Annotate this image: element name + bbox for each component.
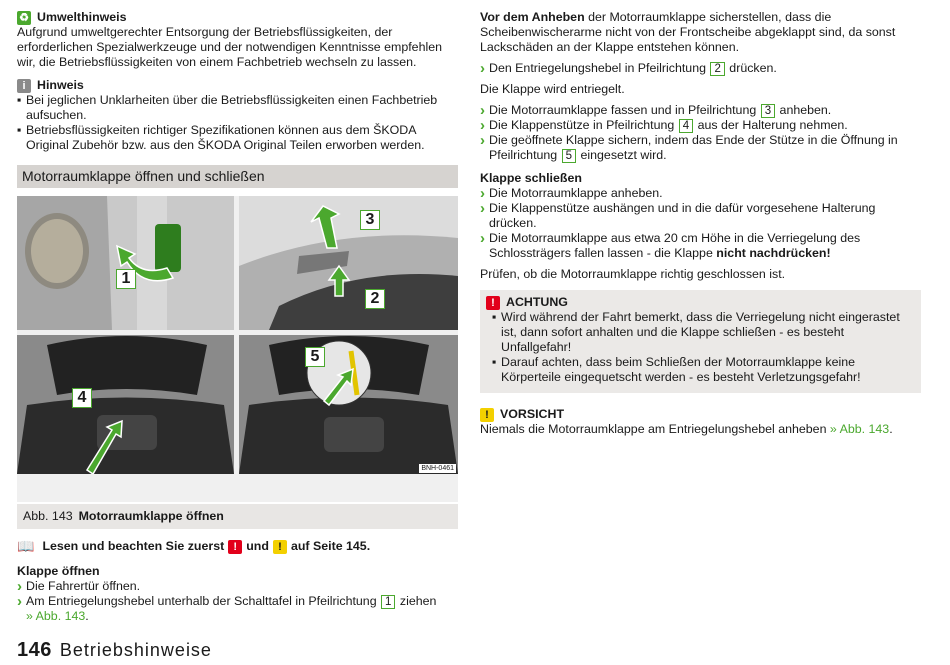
warning-title: ACHTUNG (506, 295, 568, 309)
caution-icon: ! (480, 408, 494, 422)
figure-code: BNH-0461 (421, 465, 454, 472)
section-title: Motorraumklappe öffnen und schließen (17, 165, 458, 188)
open-title: Klappe öffnen (17, 564, 100, 578)
environment-note-header (17, 10, 458, 25)
close-step-3-text: Die Motorraumklappe aus etwa 20 cm Höhe in die Verriegelung des Schlossträgers fallen lassen - die Klappe (489, 231, 861, 260)
figure-label-5: 5 (305, 347, 325, 367)
figure-label-4: 4 (72, 388, 92, 408)
figure-label-3: 3 (360, 210, 380, 230)
press-step-text: Den Entriegelungshebel in Pfeilrichtung (489, 61, 706, 75)
figure-ref-box: 5 (562, 149, 576, 163)
lift-step-1-end: anheben. (779, 103, 832, 117)
figure-panel-engine-secure (239, 335, 458, 474)
period: . (889, 422, 893, 436)
lift-step-2-text: Die Klappenstütze in Pfeilrichtung (489, 118, 675, 132)
lift-step-3-end: eingesetzt wird. (580, 148, 667, 162)
caution-text (480, 422, 921, 437)
page-number: 146 (17, 639, 52, 661)
check-text: Prüfen, ob die Motorraumklappe richtig geschlossen ist. (480, 267, 786, 281)
figure-ref-box: 2 (710, 62, 724, 76)
close-title: Klappe schließen (480, 171, 582, 185)
read-first-text: Lesen und beachten Sie zuerst (42, 539, 225, 553)
caution-text-body: Niemals die Motorraumklappe am Entriegelungshebel anheben (480, 422, 827, 436)
warning-header (486, 295, 915, 310)
lift-step-1 (480, 103, 921, 118)
engine-bay-illustration (17, 335, 234, 474)
page-footer (17, 639, 212, 661)
hint-item: ▪ Betriebsflüssigkeiten richtiger Spezifikationen können aus dem ŠKODA Original Zubehör bzw. aus den ŠKODA Original Teilen erworben werden. (17, 123, 458, 153)
warning-box (480, 290, 921, 393)
open-step-2 (17, 594, 458, 624)
warning-item: ▪ Wird während der Fahrt bemerkt, dass die Verriegelung nicht eingerastet ist, dann sofort anhalten und die Klappe schließen - es besteht Unfallgefahr! (492, 310, 915, 355)
read-first-page: auf Seite 145. (290, 539, 371, 553)
warning-item: ▪ Darauf achten, dass beim Schließen der Motorraumklappe keine Körperteile eingequetscht werden - es besteht Verletzungsgefahr! (492, 355, 915, 385)
figure-caption-title: Motorraumklappe öffnen (78, 509, 224, 523)
lift-step-1-text: Die Motorraumklappe fassen und in Pfeilrichtung (489, 103, 757, 117)
right-column (480, 10, 921, 437)
intro-text: der Motorraumklappe sicherstellen, dass die Scheibenwischerarme nicht von der Frontscheibe abgeklappt sind, da sonst Lackschäden an der Klappe entstehen können. (480, 10, 896, 54)
read-first-line (17, 539, 458, 554)
figure-label-2: 2 (365, 289, 385, 309)
open-step-2-end: ziehen (399, 594, 437, 608)
intro-paragraph (480, 10, 921, 55)
lift-step-2-end: aus der Halterung nehmen. (697, 118, 848, 132)
period: . (85, 609, 89, 623)
close-step-3-bold: nicht nachdrücken! (716, 246, 831, 260)
engine-secure-illustration (239, 335, 458, 474)
press-step-end: drücken. (729, 61, 777, 75)
figure-link[interactable]: » Abb. 143 (829, 422, 890, 436)
figure-ref-box: 3 (761, 104, 775, 118)
door-lever-illustration (17, 196, 234, 330)
hint-item: ▪ Bei jeglichen Unklarheiten über die Betriebsflüssigkeiten einen Fachbetrieb aufsuchen. (17, 93, 458, 123)
lift-step-2 (480, 118, 921, 133)
close-step-1: › Die Motorraumklappe anheben. (480, 186, 921, 201)
caution-title: VORSICHT (500, 407, 565, 421)
book-icon: 📖 (17, 538, 35, 554)
info-icon: i (17, 79, 31, 93)
lift-step-3 (480, 133, 921, 163)
hood-front-illustration (239, 196, 458, 330)
press-step (480, 61, 921, 76)
warning-icon: ! (486, 296, 500, 310)
figure-panel-engine-stay (17, 335, 234, 474)
hint-header (17, 78, 458, 93)
figure-caption (17, 504, 458, 529)
open-step-2-text: Am Entriegelungshebel unterhalb der Schalttafel in Pfeilrichtung (26, 594, 377, 608)
environment-note-title: Umwelthinweis (37, 10, 127, 24)
chapter-title: Betriebshinweise (59, 640, 212, 660)
environment-note-text: Aufgrund umweltgerechter Entsorgung der Betriebsflüssigkeiten, der erforderlichen Spezialwerkzeuge und der notwendigen Kenntnisse empfehlen wir, die Betriebsflüssigkeiten von einem Fachbetrieb wechseln zu lassen. (17, 25, 442, 69)
figure-143 (17, 196, 458, 502)
lift-step-3-text: Die geöffnete Klappe sichern, indem das Ende der Stütze in die Öffnung in Pfeilrichtung (489, 133, 898, 162)
close-step-2: › Die Klappenstütze aushängen und in die dafür vorgesehene Halterung drücken. (480, 201, 921, 231)
figure-ref-box: 4 (679, 119, 693, 133)
open-step-1: › Die Fahrertür öffnen. (17, 579, 458, 594)
figure-caption-number: Abb. 143 (23, 509, 73, 523)
figure-panel-hood-front (239, 196, 458, 330)
figure-link[interactable]: » Abb. 143 (26, 609, 86, 623)
warning-icon: ! (228, 540, 242, 554)
figure-ref-box: 1 (381, 595, 395, 609)
caution-header (480, 407, 921, 422)
close-step-3 (480, 231, 921, 261)
figure-label-1: 1 (116, 269, 136, 289)
unlocked-text: Die Klappe wird entriegelt. (480, 82, 625, 96)
figure-panel-lever (17, 196, 234, 330)
hint-title: Hinweis (37, 78, 84, 92)
read-first-and: und (246, 539, 269, 553)
leaf-icon: ♻ (17, 11, 31, 25)
intro-bold: Vor dem Anheben (480, 10, 585, 24)
caution-icon: ! (273, 540, 287, 554)
left-column (17, 10, 458, 624)
